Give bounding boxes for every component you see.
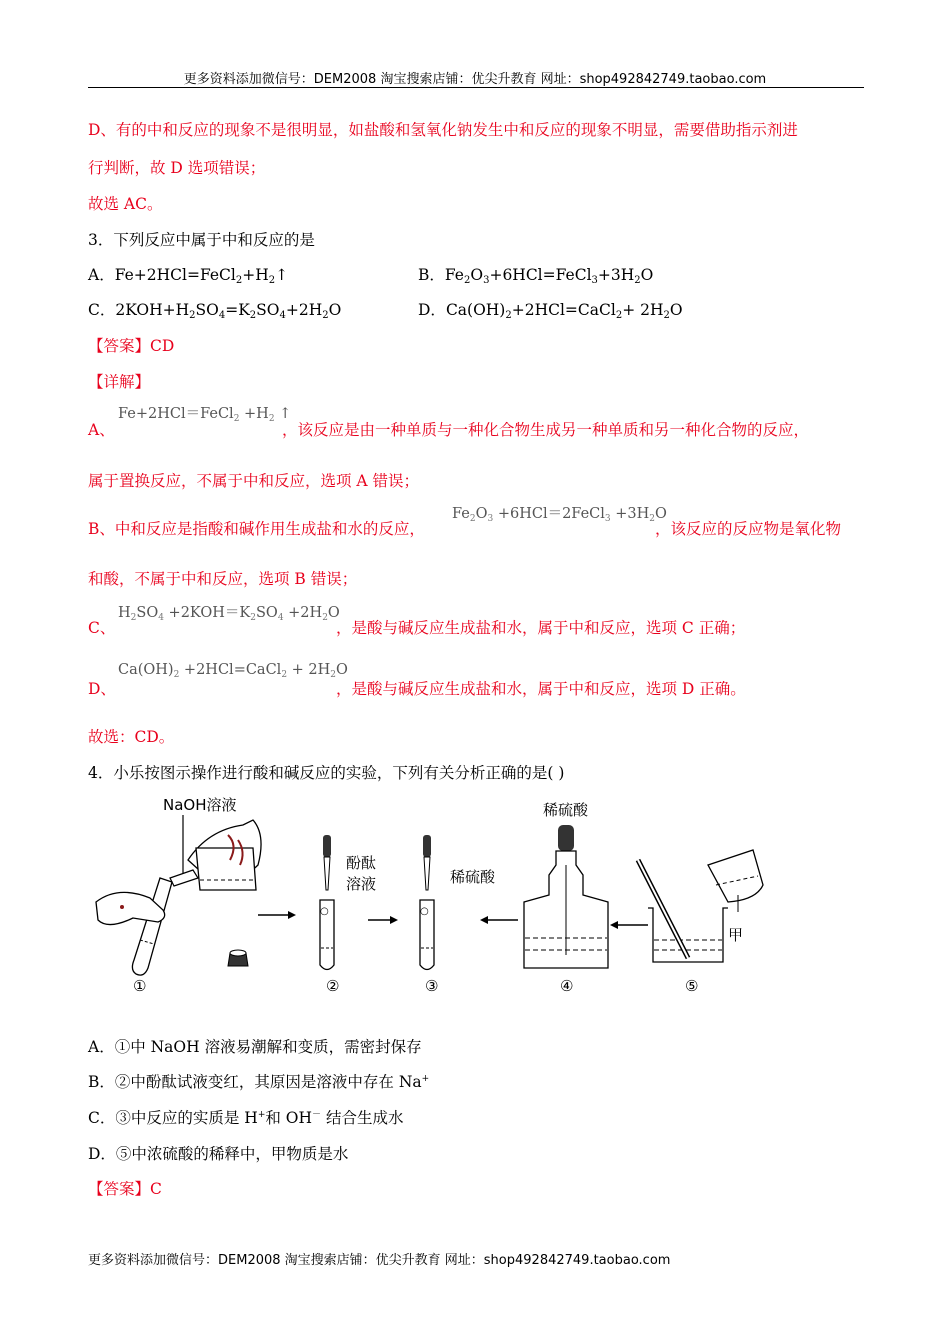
page-footer: 更多资料添加微信号：DEM2008 淘宝搜索店铺：优尖升教育 网址：shop492842749.taobao.com <box>88 1253 671 1268</box>
page-header: 更多资料添加微信号：DEM2008 淘宝搜索店铺：优尖升教育 网址：shop492842749.taobao.com <box>183 72 767 87</box>
dropper-bulb-3 <box>423 835 431 857</box>
q3-option-a: A．$Fe+2HCl=FeCl_2+H_2↑$ <box>88 266 289 286</box>
q4-option-a: A．①中 NaOH 溶液易潮解和变质，需密封保存 <box>88 1038 422 1056</box>
q3-detail-label: 【详解】 <box>88 373 151 391</box>
q3-exp-c-prefix: C、 <box>88 619 116 637</box>
q3-choose: 故选：CD。 <box>88 728 175 746</box>
arrow-5-4-head <box>610 921 618 929</box>
step-3-label: ③ <box>425 977 439 995</box>
header-rule <box>88 87 864 88</box>
reagent-bottle <box>196 848 256 890</box>
test-tube-1 <box>132 878 172 975</box>
q4-option-c-part2: 和 OH <box>265 1109 313 1127</box>
prev-choose: 故选 AC。 <box>88 195 163 213</box>
q3-exp-d-text: ，是酸与碱反应生成盐和水，属于中和反应，选项 D 正确。 <box>336 680 746 698</box>
q3-exp-d-equation: $Ca(OH)_2$ +2HCl=CaCl$_2$ + $2H_2O$ <box>118 662 348 680</box>
q3-exp-b-text1: B、中和反应是指酸和碱作用生成盐和水的反应， <box>88 520 425 538</box>
q4-option-d: D．⑤中浓硫酸的稀释中，甲物质是水 <box>88 1145 349 1163</box>
jia-label: 甲 <box>728 926 744 944</box>
q3-exp-a-line2: 属于置换反应，不属于中和反应，选项 A 错误； <box>88 472 420 490</box>
q3-option-c: C．$2KOH+H_2SO_4=K_2SO_4+2H_2O$ <box>88 301 342 321</box>
q4-stem: 4．小乐按图示操作进行酸和碱反应的实验，下列有关分析正确的是( ) <box>88 764 565 782</box>
q4-option-c-part1: C．③中反应的实质是 H <box>88 1109 258 1127</box>
arrow-2-3-head <box>390 916 398 924</box>
dropper-bottle-cap <box>558 825 574 851</box>
q4-option-c-part3: 结合生成水 <box>321 1109 404 1127</box>
q4-answer: 【答案】C <box>88 1180 162 1198</box>
step-5-label: ⑤ <box>685 977 699 995</box>
q4-experiment-figure <box>88 790 778 1005</box>
dropper-3 <box>424 857 430 890</box>
q3-option-d: D．$Ca(OH)_2+2HCl=CaCl_2+ 2H_2O$ <box>418 301 683 321</box>
dropper-bulb-2 <box>323 835 331 857</box>
q3-exp-d-prefix: D、 <box>88 680 116 698</box>
q3-exp-b-text2: ，该反应的反应物是氧化物 <box>655 520 842 538</box>
prev-d-line2: 行判断，故 D 选项错误； <box>88 159 266 177</box>
pouring-beaker <box>708 850 763 902</box>
arrow-1-2-head <box>288 911 296 919</box>
finger-nail <box>120 905 124 909</box>
arrow-4-3-head <box>480 916 488 924</box>
reagent-bottle-neck <box>170 870 198 886</box>
q4-option-b-text: B．②中酚酞试液变红，其原因是溶液中存在 Na <box>88 1073 422 1091</box>
phenol-label-1: 酚酞 <box>346 854 377 872</box>
drop-3: ○ <box>420 906 429 917</box>
q3-option-c-prefix: C． <box>88 301 116 319</box>
q3-exp-c-text: ，是酸与碱反应生成盐和水，属于中和反应，选项 C 正确； <box>336 619 746 637</box>
q3-answer: 【答案】CD <box>88 337 175 355</box>
dropper-2 <box>324 857 330 890</box>
q3-exp-a-text: ，该反应是由一种单质与一种化合物生成另一种单质和另一种化合物的反应， <box>282 421 810 439</box>
q3-option-b: B．$Fe_2O_3+6HCl=FeCl_3+3H_2O$ <box>418 266 654 286</box>
naoh-label: NaOH溶液 <box>163 796 237 814</box>
acid-label-4: 稀硫酸 <box>543 801 589 819</box>
glass-rod-highlight <box>638 860 688 958</box>
q4-option-c: C．③中反应的实质是 H+和 OH－ 结合生成水 <box>88 1109 404 1127</box>
drop-2: ○ <box>320 906 329 917</box>
q3-exp-c-equation: $H_2SO_4 +2KOH=K_2SO_4 +2H_2O$ <box>118 605 340 623</box>
q3-exp-a-equation: Fe+2HCl＝FeCl$_2$ $+H_2$ ↑ <box>118 406 292 424</box>
q3-exp-b-equation: $Fe_2O_3$ +6HCl＝2FeCl$_3$ $+3H_2O$ <box>452 506 667 524</box>
q3-exp-b-line2: 和酸，不属于中和反应，选项 B 错误； <box>88 570 358 588</box>
q3-option-a-prefix: A． <box>88 266 115 284</box>
q3-stem: 3．下列反应中属于中和反应的是 <box>88 231 315 249</box>
q3-option-d-prefix: D． <box>418 301 446 319</box>
step-4-label: ④ <box>560 977 574 995</box>
q3-option-b-prefix: B． <box>418 266 445 284</box>
q4-option-b: B．②中酚酞试液变红，其原因是溶液中存在 Na+ <box>88 1073 430 1091</box>
stopper-top <box>230 950 246 956</box>
prev-d-line1: D、有的中和反应的现象不是很明显，如盐酸和氢氧化钠发生中和反应的现象不明显，需要借助指示剂进 <box>88 121 798 139</box>
q3-exp-a-prefix: A、 <box>88 421 115 439</box>
step-1-label: ① <box>133 977 147 995</box>
acid-label-3: 稀硫酸 <box>450 868 496 886</box>
phenol-label-2: 溶液 <box>346 875 377 893</box>
step-2-label: ② <box>326 977 340 995</box>
